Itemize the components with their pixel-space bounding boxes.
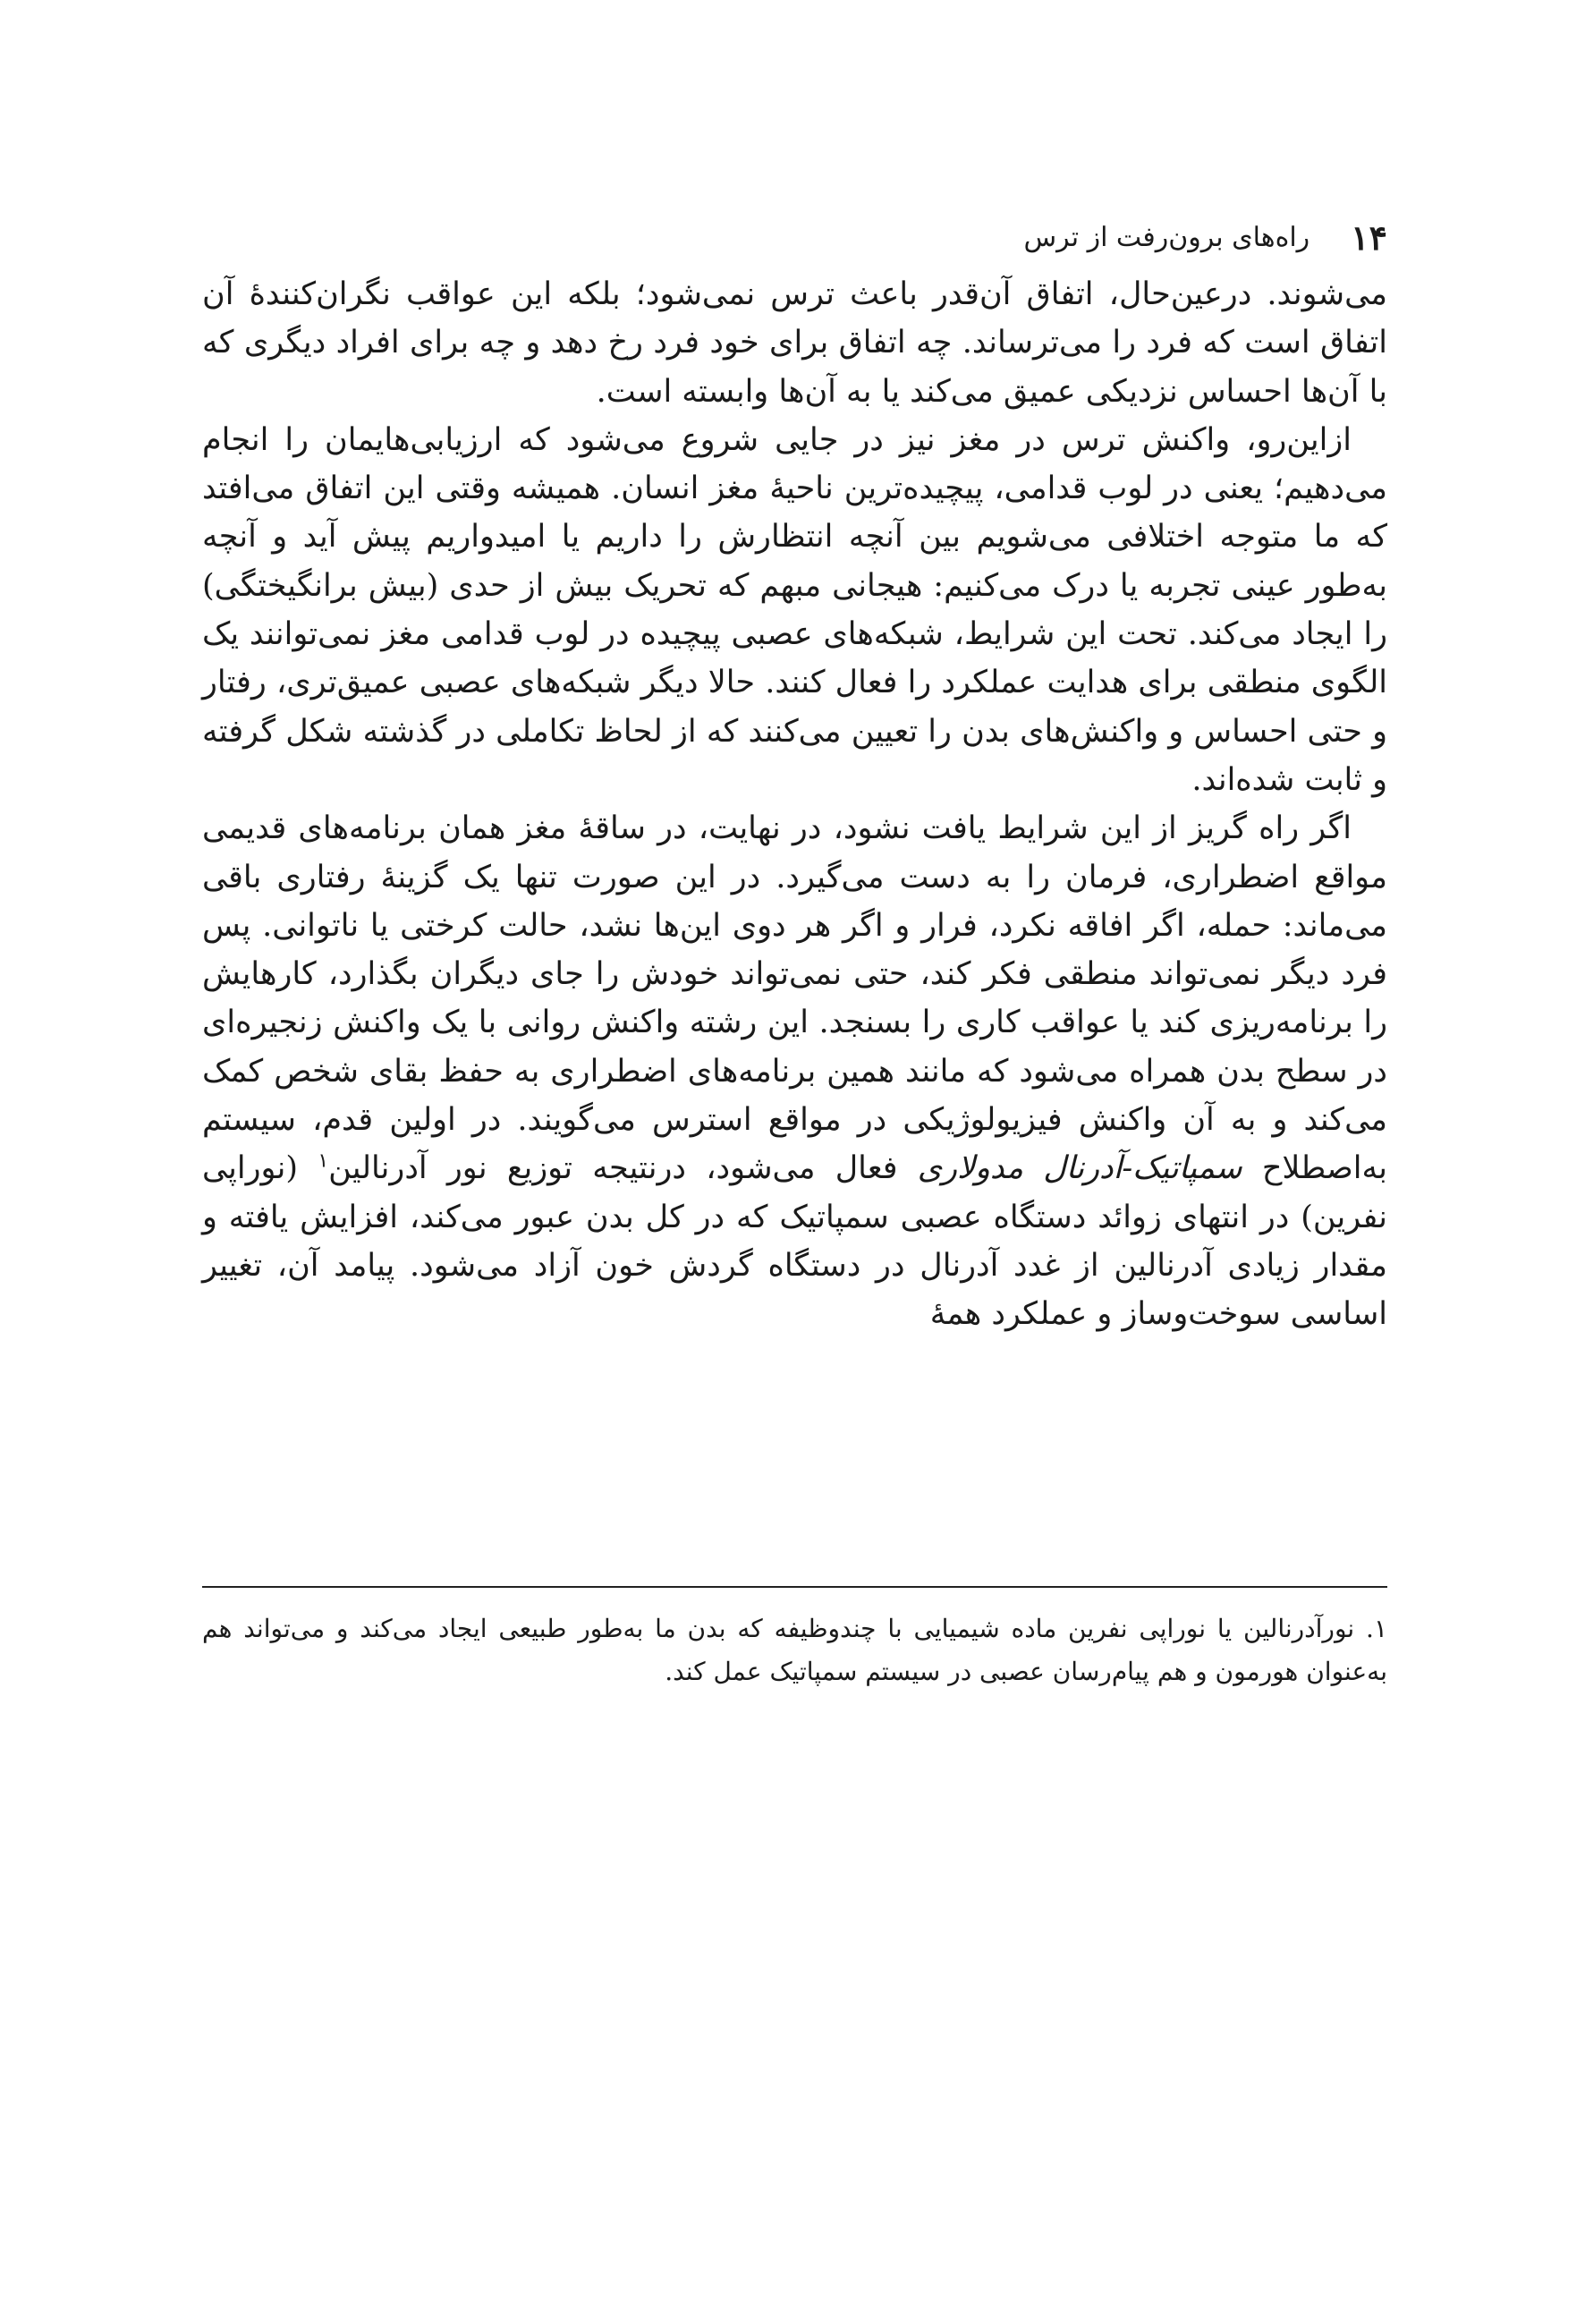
paragraph-3-part-a: اگر راه گریز از این شرایط یافت نشود، در نهایت، در ساقهٔ مغز همان برنامه‌های قدیمی مواقع اضطراری، فرمان را به دست می‌گیرد. در این صورت تنها یک گزینهٔ رفتاری باقی می‌ماند: حمله، اگر افاقه نکرد، فرار و اگر هر دوی این‌ها نشد، حالت کرختی یا ناتوانی. پس فرد دیگر نمی‌تواند منطقی فکر کند، حتی نمی‌تواند خودش را جای دیگران بگذارد، کارهایش را برنامه‌ریزی کند یا عواقب کاری را بسنجد. این رشته واکنش روانی با یک واکنش زنجیره‌ای در سطح بدن همراه می‌شود که مانند همین برنامه‌های اضطراری به حفظ بقای شخص کمک می‌کند و به آن واکنش فیزیولوژیکی در مواقع استرس می‌گویند. در اولین قدم، سیستم به‌اصطلاح (202, 810, 1387, 1187)
paragraph-1: می‌شوند. درعین‌حال، اتفاق آن‌قدر باعث ترس نمی‌شود؛ بلکه این عواقب نگران‌کنندهٔ آن اتفاق است که فرد را می‌ترساند. چه اتفاق برای خود فرد رخ دهد و چه برای افراد دیگری که با آن‌ها احساس نزدیکی عمیق می‌کند یا به آن‌ها وابسته است. (202, 276, 1387, 410)
paragraph-3-part-c: (نوراپی نفرین) در انتهای زوائد دستگاه عصبی سمپاتیک که در کل بدن عبور می‌کند، افزایش یافته و مقدار زیادی آدرنالین از غدد آدرنال در دستگاه گردش خون آزاد می‌شود. پیامد آن، تغییر اساسی سوخت‌وساز و عملکرد همهٔ (202, 1150, 1387, 1333)
italic-term: سمپاتیک-آدرنال مدولاری (917, 1150, 1242, 1187)
paragraph-2: ازاین‌رو، واکنش ترس در مغز نیز در جایی شروع می‌شود که ارزیابی‌هایمان را انجام می‌دهیم؛ یعنی در لوب قدامی، پیچیده‌ترین ناحیهٔ مغز انسان. همیشه وقتی این اتفاق می‌افتد که ما متوجه اختلافی می‌شویم بین آنچه انتظارش را داریم یا امیدواریم پیش آید و آنچه به‌طور عینی تجربه یا درک می‌کنیم: هیجانی مبهم که تحریک بیش از حدی (بیش برانگیختگی) را ایجاد می‌کند. تحت این شرایط، شبکه‌های عصبی پیچیده در لوب قدامی مغز نمی‌توانند یک الگوی منطقی برای هدایت عملکرد را فعال کنند. حالا دیگر شبکه‌های عصبی عمیق‌تری، رفتار و حتی احساس و واکنش‌های بدن را تعیین می‌کنند که از لحاظ تکاملی در گذشته شکل گرفته و ثابت شده‌اند. (202, 421, 1387, 798)
footnotes (202, 1607, 1387, 1693)
body-text (202, 270, 1387, 1339)
paragraph-3 (202, 804, 1387, 1338)
running-header (202, 210, 1387, 264)
footnote-reference[interactable]: ۱ (318, 1149, 329, 1173)
page-number: ۱۴ (1351, 216, 1387, 258)
footnote-divider (202, 1586, 1387, 1588)
paragraph-3-part-b: فعال می‌شود، درنتیجه توزیع نور آدرنالین (328, 1150, 898, 1187)
footnote-1: ۱. نورآدرنالین یا نوراپی نفرین ماده شیمیایی با چندوظیفه که بدن ما به‌طور طبیعی ایجاد می‌کند و می‌تواند هم به‌عنوان هورمون و هم پیام‌رسان عصبی در سیستم سمپاتیک عمل کند. (202, 1614, 1387, 1686)
running-title: راه‌های برون‌رفت از ترس (1023, 221, 1310, 253)
